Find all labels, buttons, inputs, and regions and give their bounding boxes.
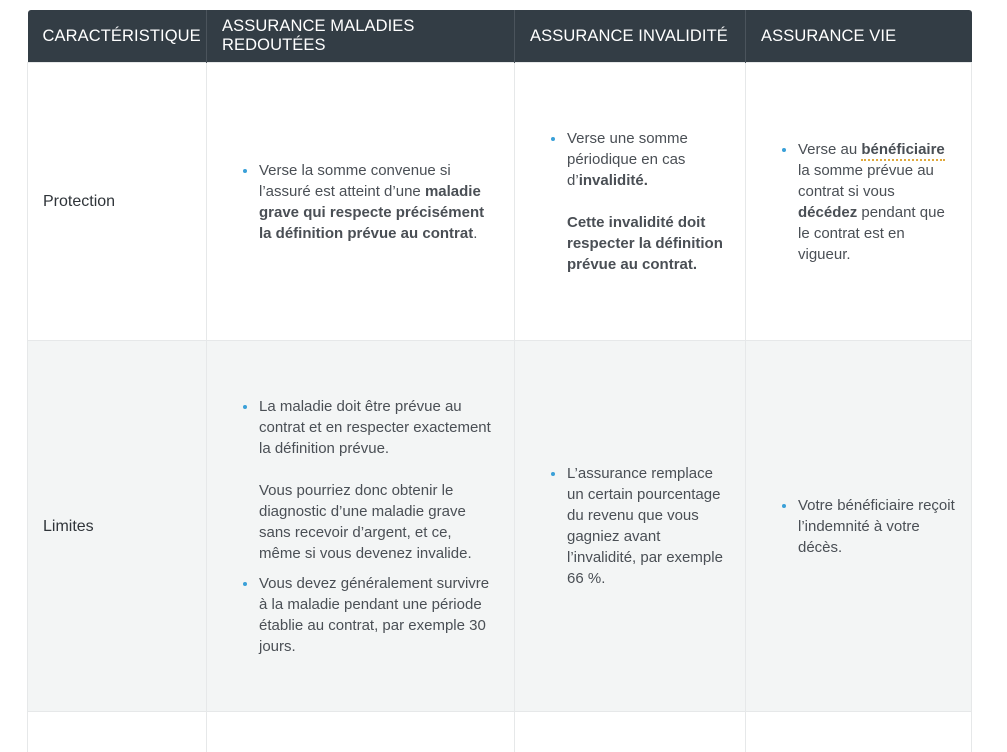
table-row-limites bbox=[28, 341, 972, 712]
list-item: Verse au bénéficiaire la somme prévue au contrat si vous décédez pendant que le contrat est en vigueur. bbox=[798, 139, 957, 265]
header-invalidite: ASSURANCE INVALIDITÉ bbox=[515, 10, 746, 63]
table-cell bbox=[28, 712, 207, 752]
cell-limites-maladies bbox=[207, 341, 515, 712]
list-item: Verse la somme convenue si l’assuré est atteint d’une maladie grave qui respecte précisément la définition prévue au contrat. bbox=[259, 160, 496, 244]
bullet-list bbox=[207, 160, 514, 244]
header-vie: ASSURANCE VIE bbox=[746, 10, 972, 63]
row-label-limites: Limites bbox=[28, 341, 207, 712]
list-item: L’assurance remplace un certain pourcentage du revenu que vous gagniez avant l’invalidité, par exemple 66 %. bbox=[567, 463, 727, 589]
bullet-list bbox=[746, 139, 971, 265]
cell-limites-invalidite bbox=[515, 341, 746, 712]
bullet-list bbox=[515, 128, 745, 275]
header-maladies-redoutees: ASSURANCE MALADIES REDOUTÉES bbox=[207, 10, 515, 63]
list-item: Votre bénéficiaire reçoit l’indemnité à votre décès. bbox=[798, 495, 957, 558]
table-cell bbox=[746, 712, 972, 752]
header-caracteristique: CARACTÉRISTIQUE bbox=[28, 10, 207, 63]
table-cell bbox=[207, 712, 515, 752]
list-item: Vous devez généralement survivre à la maladie pendant une période établie au contrat, par exemple 30 jours. bbox=[259, 573, 496, 657]
table-row-next bbox=[28, 712, 972, 752]
table-row-protection bbox=[28, 63, 972, 341]
cell-protection-maladies bbox=[207, 63, 515, 341]
row-label-protection: Protection bbox=[28, 63, 207, 341]
bullet-list bbox=[515, 463, 745, 589]
cell-protection-vie bbox=[746, 63, 972, 341]
comparison-table-container bbox=[27, 10, 971, 752]
bullet-list bbox=[207, 396, 514, 657]
list-item: La maladie doit être prévue au contrat et en respecter exactement la définition prévue. Vous pourriez donc obtenir le diagnostic d’une maladie grave sans recevoir d’argent, et ce, même si vous devenez invalide. bbox=[259, 396, 496, 564]
table-body bbox=[28, 63, 972, 752]
cell-limites-vie bbox=[746, 341, 972, 712]
table-cell bbox=[515, 712, 746, 752]
insurance-comparison-table bbox=[27, 10, 972, 752]
header-row bbox=[28, 10, 972, 63]
bullet-list bbox=[746, 495, 971, 558]
table-header bbox=[28, 10, 972, 63]
cell-protection-invalidite bbox=[515, 63, 746, 341]
beneficiaire-glossary-link[interactable]: bénéficiaire bbox=[861, 141, 944, 161]
list-item: Verse une somme périodique en cas d’invalidité. Cette invalidité doit respecter la définition prévue au contrat. bbox=[567, 128, 727, 275]
